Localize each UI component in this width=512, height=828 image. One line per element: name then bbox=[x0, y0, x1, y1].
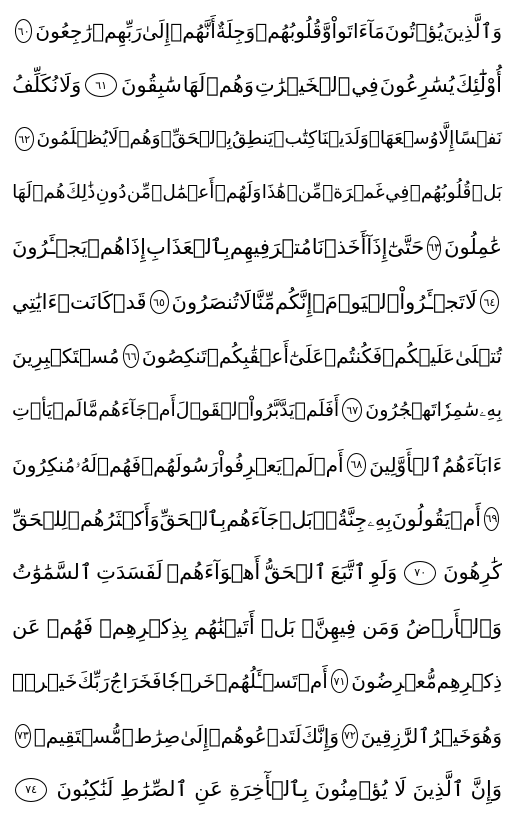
verse-word: كِتَٰبٞ bbox=[273, 128, 318, 150]
verse-word: وَأَكۡثَرُهُمۡ bbox=[67, 506, 160, 531]
verse-word: خَرۡجٗا bbox=[161, 669, 216, 694]
verse-word: وَجِلَةٌ bbox=[215, 19, 256, 44]
verse-line bbox=[12, 438, 502, 492]
verse-word: يَنطِقُ bbox=[232, 128, 274, 150]
verse-word: أَنَّهُمۡ bbox=[170, 19, 216, 44]
verse-word: نَفۡسًا bbox=[454, 128, 502, 150]
verse-word: خَيۡرٞۖ bbox=[12, 669, 78, 694]
verse-word: بَلۡ bbox=[471, 182, 502, 204]
verse-word: تَسۡـَٔلُهُمۡ bbox=[215, 669, 298, 694]
verse-word: وَهُمۡ bbox=[206, 72, 254, 97]
verse-word: ٱلرَّٰزِقِينَ bbox=[360, 723, 431, 748]
verse-word: تَجۡـَٔرُواْ bbox=[399, 289, 466, 314]
ayah-number-marker: ٦٢ bbox=[15, 127, 34, 151]
verse-word: فِيهِنَّۚ bbox=[301, 614, 357, 639]
verse-word: ٱلۡقَوۡلَ bbox=[175, 398, 250, 421]
verse-word: يَأۡتِ bbox=[12, 398, 53, 421]
verse-word: وُسۡعَهَاۖ bbox=[368, 128, 439, 150]
verse-word: ٱلصِّرَٰطِ bbox=[119, 777, 188, 802]
ayah-number-marker: ٦٦ bbox=[123, 344, 139, 368]
verse-word: سَٰبِقُونَ bbox=[121, 72, 182, 97]
ayah-number-marker: ٦١ bbox=[85, 73, 117, 97]
verse-word: إِلَىٰ bbox=[180, 723, 209, 748]
verse-word: أَعۡقَٰبِكُمۡ bbox=[206, 344, 289, 369]
verse-word: نُكَلِّفُ bbox=[12, 72, 59, 97]
verse-word: وَٱلۡأَرۡضُ bbox=[405, 614, 502, 639]
verse-word: وَإِنَّ bbox=[470, 777, 502, 802]
verse-line bbox=[12, 763, 502, 817]
ayah-number-marker: ٦٩ bbox=[484, 507, 499, 531]
ayah-number-marker: ٦٨ bbox=[347, 453, 367, 477]
verse-word: ٱلَّذِينَ bbox=[412, 777, 465, 802]
verse-word: أَتَيۡنَٰهُم bbox=[194, 614, 255, 639]
ayah-number-marker: ٦٧ bbox=[342, 398, 362, 422]
verse-word: وَإِنَّكَ bbox=[301, 723, 339, 748]
verse-word: ذَٰلِكَ bbox=[65, 182, 96, 204]
verse-line bbox=[12, 708, 502, 762]
ayah-number-marker: ٧٣ bbox=[15, 724, 31, 748]
verse-word: ءَاتَواْ bbox=[331, 19, 368, 44]
verse-word: قَدۡ bbox=[112, 289, 147, 314]
verse-word: رَٰجِعُونَ bbox=[35, 19, 93, 44]
verse-word: وَّقُلُوبُهُمۡ bbox=[255, 19, 332, 44]
verse-word: أَهۡوَآءَهُمۡ bbox=[166, 560, 261, 585]
verse-word: مُّعۡرِضُونَ bbox=[351, 669, 437, 694]
verse-word: فَهُمۡ bbox=[97, 452, 142, 477]
verse-word: تَهۡجُرُونَ bbox=[365, 398, 437, 421]
verse-word: لَا bbox=[394, 777, 407, 802]
verse-line bbox=[12, 4, 502, 58]
verse-word: ٱلۡيَوۡمَۖ bbox=[312, 289, 400, 314]
verse-word: وَلَدَيۡنَا bbox=[317, 128, 369, 150]
verse-line bbox=[12, 546, 502, 600]
verse-word: يَقُولُونَ bbox=[391, 506, 451, 531]
verse-line bbox=[12, 58, 502, 112]
verse-word: ٱتَّبَعَ bbox=[330, 560, 367, 585]
verse-word: هَٰذَا bbox=[261, 182, 287, 204]
verse-word: لَتَدۡعُوهُمۡ bbox=[208, 723, 302, 748]
verse-word: رَبِّهِمۡ bbox=[92, 19, 142, 44]
verse-word: جِنَّةُۢۚ bbox=[312, 506, 368, 531]
verse-word: مَآ bbox=[367, 19, 385, 44]
verse-word: أَمۡ bbox=[297, 669, 328, 694]
verse-word: تُنصَرُونَ bbox=[171, 289, 240, 314]
verse-word: عَنِ bbox=[194, 777, 223, 802]
ayah-number-marker: ٦٣ bbox=[427, 236, 441, 260]
verse-word: هُمۡ bbox=[87, 235, 125, 260]
verse-word: حَتَّىٰٓ bbox=[387, 235, 425, 260]
verse-word: جَآءَهُم bbox=[98, 398, 148, 421]
verse-word: أُوْلَٰٓئِكَ bbox=[455, 72, 502, 97]
verse-word: لَفَسَدَتِ bbox=[96, 560, 163, 585]
verse-word: قُلُوبُهُمۡ bbox=[409, 182, 472, 204]
verse-word: وَٱلَّذِينَ bbox=[443, 19, 502, 44]
verse-word: لِلۡحَقِّ bbox=[12, 506, 68, 531]
verse-word: ٱلسَّمَٰوَٰتُ bbox=[12, 560, 93, 585]
verse-word: بَلۡ bbox=[260, 614, 296, 639]
verse-word: دُونِ bbox=[95, 182, 127, 204]
verse-word: فَكُنتُمۡ bbox=[324, 344, 383, 369]
verse-word: لَمۡ bbox=[282, 452, 314, 477]
verse-word: يُسَٰرِعُونَ bbox=[379, 72, 455, 97]
verse-word: مُّسۡتَقِيمٖ bbox=[33, 723, 122, 748]
verse-word: وَهُمۡ bbox=[118, 128, 161, 150]
verse-word: إِلَّا bbox=[438, 128, 455, 150]
verse-word: مَّا bbox=[82, 398, 99, 421]
verse-word: يَعۡرِفُواْ bbox=[218, 452, 283, 477]
verse-word: وَلَا bbox=[59, 72, 82, 97]
verse-word: ٱلۡخَيۡرَٰتِ bbox=[254, 72, 351, 97]
ayah-number-marker: ٧٢ bbox=[342, 724, 358, 748]
verse-word: وَلَوِ bbox=[369, 560, 398, 585]
verse-word: صِرَٰطٖ bbox=[121, 723, 181, 748]
verse-word: ٱلۡحَقُّ bbox=[264, 560, 327, 585]
verse-word: أَعۡمَٰلٞ bbox=[151, 182, 215, 204]
verse-word: بِذِكۡرِهِمۡ bbox=[99, 614, 188, 639]
verse-word: إِذَا bbox=[124, 235, 146, 260]
verse-word: وَمَن bbox=[362, 614, 400, 639]
verse-word: ءَابَآءَهُمُ bbox=[442, 452, 502, 477]
verse-line bbox=[12, 654, 502, 708]
verse-word: تُتۡلَىٰ bbox=[455, 344, 502, 369]
verse-word: يُظۡلَمُونَ bbox=[36, 128, 108, 150]
verse-word: أَمۡ bbox=[450, 506, 481, 531]
verse-line bbox=[12, 112, 502, 166]
verse-word: لَا bbox=[465, 289, 478, 314]
verse-word: غَمۡرَةٖ bbox=[322, 182, 385, 204]
verse-word: فِي bbox=[351, 72, 379, 97]
verse-line bbox=[12, 492, 502, 546]
verse-word: يَدَّبَّرُواْ bbox=[249, 398, 295, 421]
verse-word: يَجۡـَٔرُونَ bbox=[11, 235, 88, 260]
verse-word: إِنَّكُم bbox=[275, 289, 313, 314]
verse-word: جَآءَهُم bbox=[226, 506, 280, 531]
verse-word: لَا bbox=[239, 289, 252, 314]
verse-word: تَنكِصُونَ bbox=[141, 344, 207, 369]
verse-word: عَلَيۡكُمۡ bbox=[382, 344, 456, 369]
verse-word: أَمۡ bbox=[147, 398, 176, 421]
verse-word: لَنَٰكِبُونَ bbox=[56, 777, 114, 802]
verse-word: رَسُولَهُمۡ bbox=[141, 452, 219, 477]
verse-word: سَٰمِرٗا bbox=[436, 398, 480, 421]
verse-word: فَخَرَاجُ bbox=[109, 669, 162, 694]
verse-word: مِّنَّا bbox=[251, 289, 276, 314]
verse-word: ٱلۡأَوَّلِينَ bbox=[369, 452, 443, 477]
verse-word: وَلَهُمۡ bbox=[214, 182, 262, 204]
ayah-number-marker: ٧٠ bbox=[404, 561, 436, 585]
verse-word: بِٱلۡأٓخِرَةِ bbox=[229, 777, 309, 802]
verse-word: وَهُوَ bbox=[471, 723, 502, 748]
ayah-number-marker: ٧١ bbox=[331, 669, 349, 693]
ayah-number-marker: ٦٥ bbox=[150, 290, 169, 314]
verse-word: هُمۡ bbox=[32, 182, 66, 204]
verse-word: أَمۡ bbox=[313, 452, 344, 477]
verse-word: أَخَذۡنَا bbox=[311, 235, 367, 260]
verse-word: لَهَا bbox=[182, 72, 206, 97]
verse-line bbox=[12, 221, 502, 275]
verse-word: بِهِۦ bbox=[479, 398, 502, 421]
verse-word: عَن bbox=[12, 614, 41, 639]
verse-word: مِّنۡ bbox=[286, 182, 322, 204]
verse-word: كَانَتۡ bbox=[57, 289, 113, 314]
ayah-number-marker: ٧٤ bbox=[15, 778, 47, 802]
verse-line bbox=[12, 383, 502, 437]
verse-word: مُنكِرُونَ bbox=[12, 452, 76, 477]
verse-word: بِٱلۡحَقِّ bbox=[159, 506, 227, 531]
verse-word: إِلَىٰ bbox=[141, 19, 171, 44]
verse-word: عَلَىٰٓ bbox=[288, 344, 325, 369]
verse-word: ذِكۡرِهِم bbox=[436, 669, 502, 694]
verse-line bbox=[12, 329, 502, 383]
verse-word: كَٰرِهُونَ bbox=[443, 560, 502, 585]
ayah-number-marker: ٦٤ bbox=[480, 290, 499, 314]
verse-word: إِذَآ bbox=[366, 235, 388, 260]
verse-word: بِٱلۡعَذَابِ bbox=[145, 235, 230, 260]
verse-word: مِّن bbox=[126, 182, 151, 204]
verse-word: يُؤۡمِنُونَ bbox=[314, 777, 388, 802]
ayah-number-marker: ٦٠ bbox=[15, 19, 32, 43]
verse-word: لَا bbox=[107, 128, 119, 150]
verse-word: أَفَلَمۡ bbox=[294, 398, 340, 421]
verse-word: مُتۡرَفِيهِم bbox=[229, 235, 312, 260]
verse-word: ءَايَٰتِي bbox=[12, 289, 58, 314]
verse-word: بَلۡ bbox=[279, 506, 313, 531]
verse-word: يُؤۡتُونَ bbox=[384, 19, 444, 44]
verse-line bbox=[12, 167, 502, 221]
verse-word: رَبِّكَ bbox=[77, 669, 110, 694]
verse-word: لَهَا bbox=[12, 182, 32, 204]
verse-word: فَهُمۡ bbox=[46, 614, 94, 639]
verse-word: بِهِۦ bbox=[367, 506, 392, 531]
verse-word: مُسۡتَكۡبِرِينَ bbox=[12, 344, 120, 369]
verse-word: فِي bbox=[385, 182, 410, 204]
verse-word: لَهُۥ bbox=[75, 452, 98, 477]
verse-word: خَيۡرُ bbox=[430, 723, 472, 748]
verse-word: عَٰمِلُونَ bbox=[444, 235, 502, 260]
verse-word: لَمۡ bbox=[52, 398, 83, 421]
verse-word: بِٱلۡحَقِّۚ bbox=[160, 128, 233, 150]
verse-line bbox=[12, 600, 502, 654]
verse-line bbox=[12, 275, 502, 329]
